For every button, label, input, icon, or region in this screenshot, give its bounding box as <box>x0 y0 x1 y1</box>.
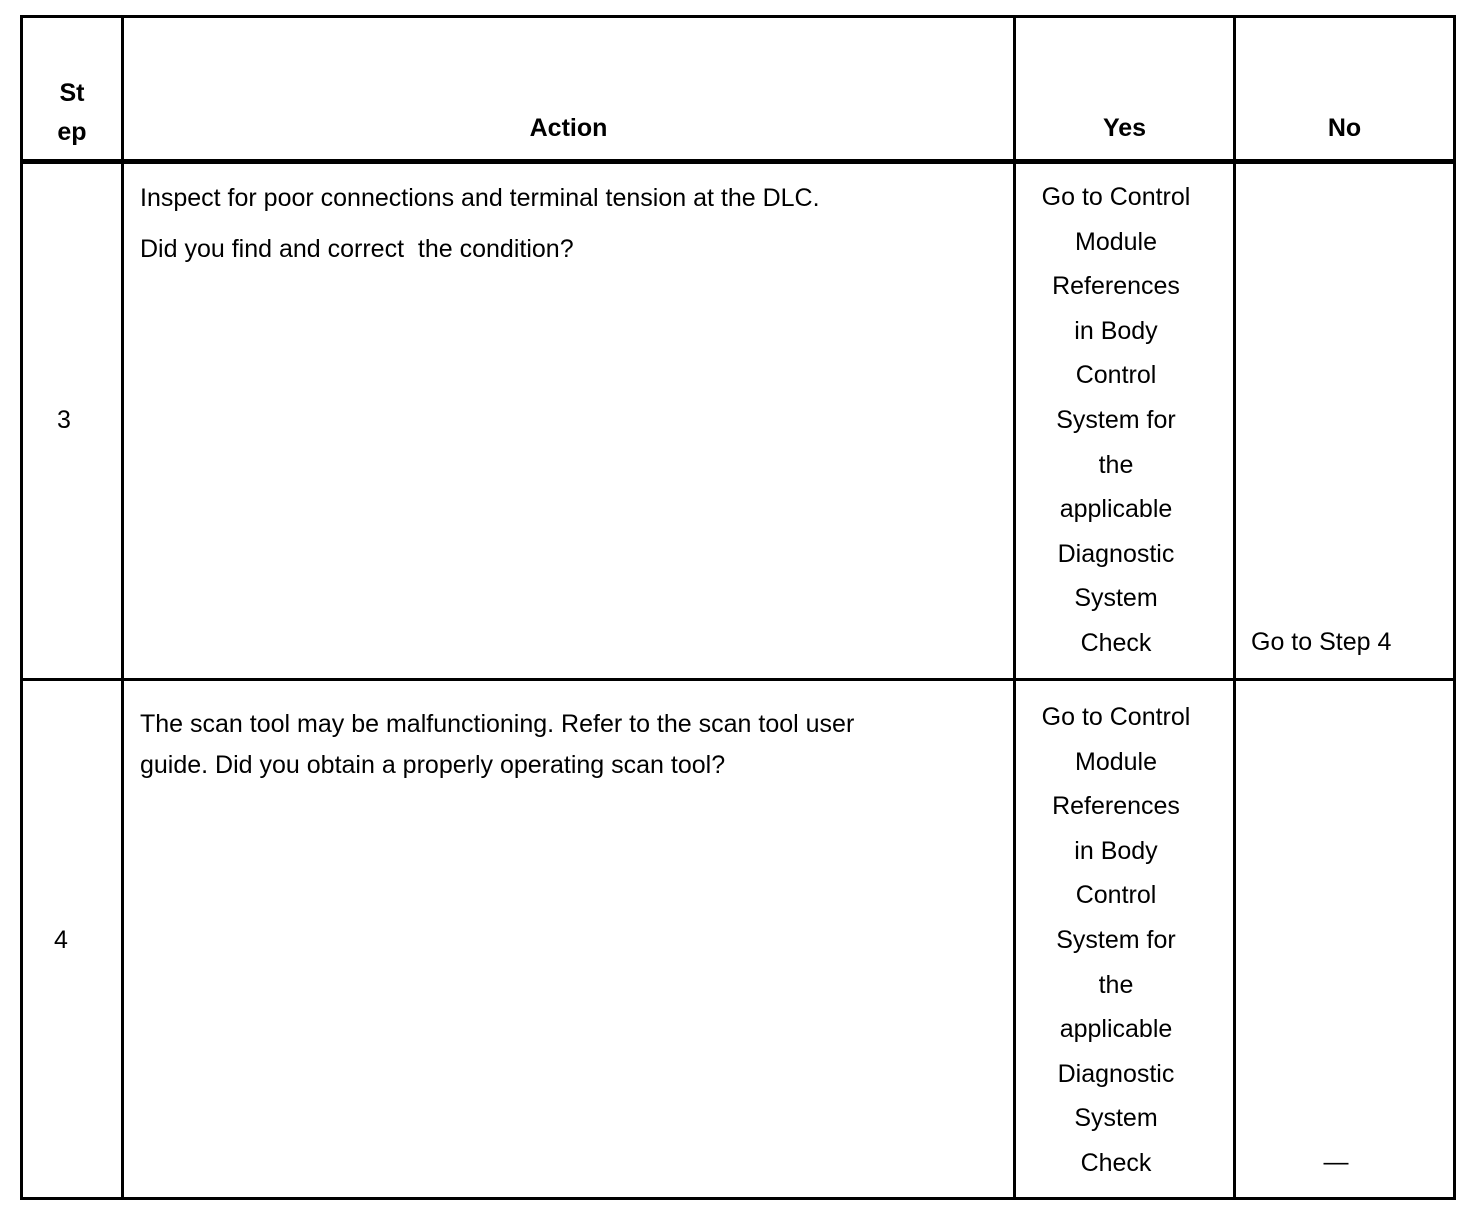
header-yes: Yes <box>1102 114 1147 142</box>
row-4-yes-line: in Body <box>1074 836 1158 865</box>
row-4-action-line1: The scan tool may be malfunctioning. Refer to the scan tool user <box>140 710 855 738</box>
row-3-yes-line: System for <box>1056 405 1176 434</box>
row-3-step: 3 <box>57 406 71 434</box>
row-divider <box>20 678 1456 681</box>
row-3-yes-line: Control <box>1075 361 1157 390</box>
column-divider-yes-no <box>1233 15 1236 1200</box>
row-4-step: 4 <box>54 926 68 954</box>
row-4-yes-line: the <box>1098 970 1134 999</box>
row-3-yes-line: Module <box>1075 227 1157 256</box>
row-4-yes-line: References <box>1052 792 1180 821</box>
table-top-border <box>20 15 1456 18</box>
row-3-yes-line: Go to Control <box>1041 183 1191 211</box>
row-3-yes-line: Diagnostic <box>1057 539 1175 568</box>
row-3-no: Go to Step 4 <box>1251 628 1392 656</box>
row-3-yes-line: Check <box>1080 628 1152 657</box>
table-bottom-border <box>20 1197 1456 1200</box>
row-3-action <box>140 183 1000 264</box>
row-4-yes-line: System for <box>1056 925 1176 954</box>
row-3-action-line1: Inspect for poor connections and terminal tension at the DLC. <box>140 184 820 212</box>
header-step-line1: St <box>59 79 85 107</box>
row-4-no: — <box>1323 1148 1349 1176</box>
row-3-yes-line: the <box>1098 450 1134 479</box>
table-left-border <box>20 15 23 1200</box>
row-3-yes-line: applicable <box>1059 495 1173 524</box>
row-4-yes-line: System <box>1074 1104 1158 1133</box>
header-action: Action <box>529 114 608 142</box>
header-step <box>23 74 121 152</box>
row-4-yes-line: Diagnostic <box>1057 1059 1175 1088</box>
row-4-yes-line: Control <box>1075 881 1157 910</box>
table-right-border <box>1453 15 1456 1200</box>
header-step-line2: ep <box>57 118 87 146</box>
row-3-yes-line: References <box>1052 272 1180 301</box>
row-3-action-line2: Did you find and correct the condition? <box>140 235 574 263</box>
row-3-yes-line: System <box>1074 584 1158 613</box>
row-4-action-line2: guide. Did you obtain a properly operating scan tool? <box>140 751 726 779</box>
header-no: No <box>1327 114 1362 142</box>
column-divider-step-action <box>121 15 124 1200</box>
header-bottom-border <box>20 159 1456 164</box>
row-3-yes <box>1016 175 1216 666</box>
row-4-yes-line: Go to Control <box>1041 703 1191 731</box>
row-4-yes-line: Check <box>1080 1148 1152 1177</box>
row-4-yes <box>1016 695 1216 1186</box>
row-4-action <box>140 702 1000 788</box>
row-4-yes-line: applicable <box>1059 1015 1173 1044</box>
row-4-yes-line: Module <box>1075 747 1157 776</box>
row-3-yes-line: in Body <box>1074 316 1158 345</box>
